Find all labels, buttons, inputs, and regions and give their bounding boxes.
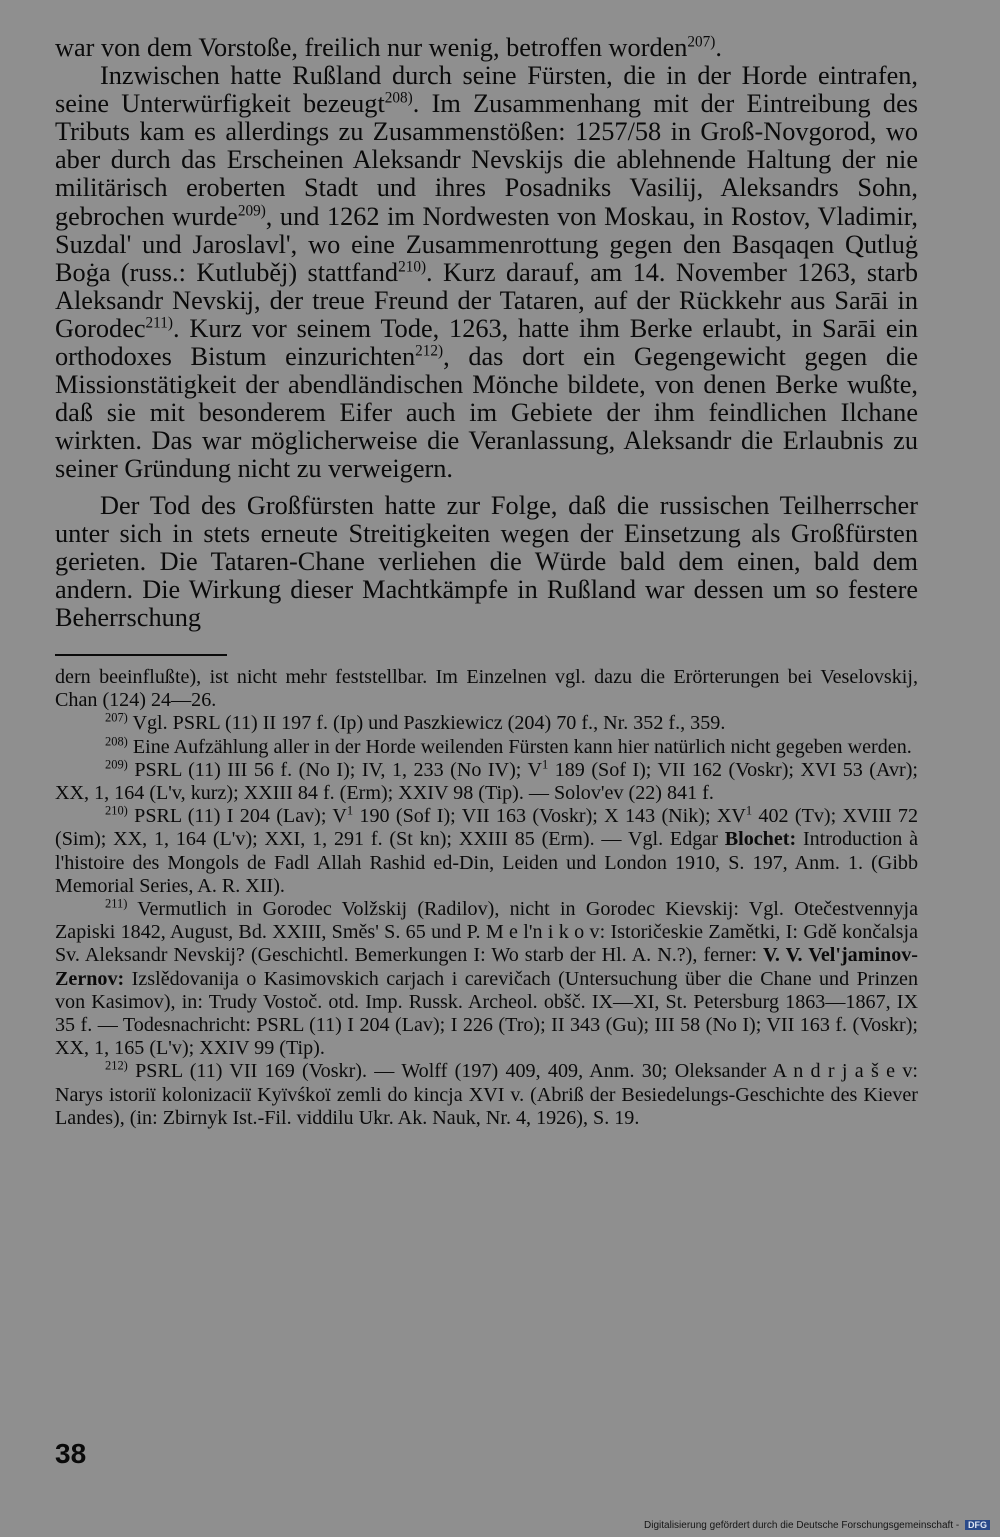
footnote-208: $^{208)}$ Eine Aufzählung aller in der Horde weilenden Fürsten kann hier natürlich nicht gegeben werden. bbox=[105, 733, 912, 758]
main-paragraph: Inzwischen hatte Rußland durch seine Fürsten, die in der Horde eintrafen, seine Unterwürfigkeit bezeugt$^{208)}$. Im Zusammenhang mit der Eintreibung des Tributs kam es allerdings zu Zusammenstößen: 1257/58 in Groß-Novgorod, wo aber durch das Erscheinen Aleksandr Nevskijs die ablehnende Haltung der nie militärisch eroberten Stadt und ihres Posadniks Vasilij, Aleksandrs Sohn, gebrochen wurde$^{209)}$, und 1262 im Nordwesten von Moskau, in Rostov, Vladimir, Suzdal' und Jaroslavl', wo eine Zusammenrottung gegen den Basqaqen Qutluġ Boġa (russ.: Kutluběj) stattfand$^{210)}$. Kurz darauf, am 14. November 1263, starb Aleksandr Nevskij, der treue Freund der Tataren, auf der Rückkehr aus Sarāi in Gorodec$^{211)}$. Kurz vor seinem Tode, 1263, hatte ihm Berke erlaubt, in Sarāi ein orthodoxes Bistum einzurichten$^{212)}$, das dort ein Gegengewicht gegen die Missionstätigkeit der abendländischen Mönche bildete, von denen Berke wußte, daß sie mit besonderem Eifer auch im Gebiete der ihm feindlichen Ilchane wirkten. Das war möglicherweise die Veranlassung, Aleksandr die Erlaubnis zu seiner Gründung nicht zu verweigern. bbox=[55, 61, 918, 484]
digitization-credit bbox=[644, 1520, 990, 1531]
footnote-210: $^{210)}$ PSRL (11) I 204 (Lav); $V^1$ 190 (Sof I); VII 163 (Voskr); X 143 (Nik); $XV^1$ 402 (Tv); XVIII 72 (Sim); XX, 1, 164 (L'v); XXI, 1, 291 f. (St kn); XXIII 85 (Erm). — Vgl. Edgar Blochet: Introduction à l'histoire des Mongols de Fadl Allah Rashid ed-Din, Leiden und London 1910, S. 197, Anm. 1. (Gibb Memorial Series, A. R. XII). bbox=[55, 803, 918, 897]
footnote-211: $^{211)}$ Vermutlich in Gorodec Volžskij (Radilov), nicht in Gorodec Kievskij: Vgl. Otečestvennyja Zapiski 1842, August, Bd. XXIII, Směs' S. 65 und P. M e l'n i k o v: Istoričeskie Zamětki, I: Gdě končalsja Sv. Aleksandr Nevskij? (Geschichtl. Bemerkungen I: Wo starb der Hl. A. N.?), ferner: V. V. Vel'jaminov-Zernov: Izslědovanija o Kasimovskich carjach i carevičach (Untersuchung über die Chane und Prinzen von Kasimov), in: Trudy Vostoč. otd. Imp. Russk. Archeol. obšč. IX—XI, St. Petersburg 1863—1867, IX 35 f. — Todesnachricht: PSRL (11) I 204 (Lav); I 226 (Tro); II 343 (Gu); III 58 (No I); VII 163 f. (Voskr); XX, 1, 165 (L'v); XXIV 99 (Tip). bbox=[55, 896, 918, 1060]
footnotes bbox=[55, 666, 918, 1130]
main-paragraph: Der Tod des Großfürsten hatte zur Folge, daß die russischen Teilherrscher unter sich in stets erneute Streitigkeiten wegen der Einsetzung als Großfürsten gerieten. Die Tataren-Chane verliehen die Würde bald dem einen, bald dem andern. Die Wirkung dieser Machtkämpfe in Rußland war dessen um so festere Beherrschung bbox=[55, 490, 918, 632]
page-body bbox=[55, 34, 918, 1130]
main-text bbox=[55, 34, 918, 632]
footnote-209: $^{209)}$ PSRL (11) III 56 f. (No I); IV, 1, 233 (No IV); $V^1$ 189 (Sof I); VII 162 (Voskr); XVI 53 (Avr); XX, 1, 164 (L'v, kurz); XXIII 84 f. (Erm); XXIV 98 (Tip). — Solov'ev (22) 841 f. bbox=[55, 757, 918, 804]
footnote-continuation: dern beeinflußte), ist nicht mehr feststellbar. Im Einzelnen vgl. dazu die Erörterungen bei Veselovskij, Chan (124) 24—26. bbox=[55, 665, 918, 712]
dfg-logo: DFG bbox=[965, 1520, 990, 1530]
footnote-separator bbox=[55, 654, 227, 656]
main-paragraph-continuation: war von dem Vorstoße, freilich nur wenig, betroffen worden$^{207)}$. bbox=[55, 33, 722, 62]
page-number: 38 bbox=[55, 1438, 87, 1469]
footnote-207: $^{207)}$ Vgl. PSRL (11) II 197 f. (Ip) und Paszkiewicz (204) 70 f., Nr. 352 f., 359. bbox=[105, 710, 726, 735]
credit-text: Digitalisierung gefördert durch die Deutsche Forschungsgemeinschaft - bbox=[644, 1520, 960, 1531]
footnote-212: $^{212)}$ PSRL (11) VII 169 (Voskr). — Wolff (197) 409, 409, Anm. 30; Oleksander A n d r j a š e v: Narys istoriï kolonizaciï Kyïvśkoï zemli do kincja XVI v. (Abriß der Besiedelungs-Geschichte des Kiever Landes), (in: Zbirnyk Ist.-Fil. viddilu Ukr. Ak. Nauk, Nr. 4, 1926), S. 19. bbox=[55, 1058, 918, 1129]
